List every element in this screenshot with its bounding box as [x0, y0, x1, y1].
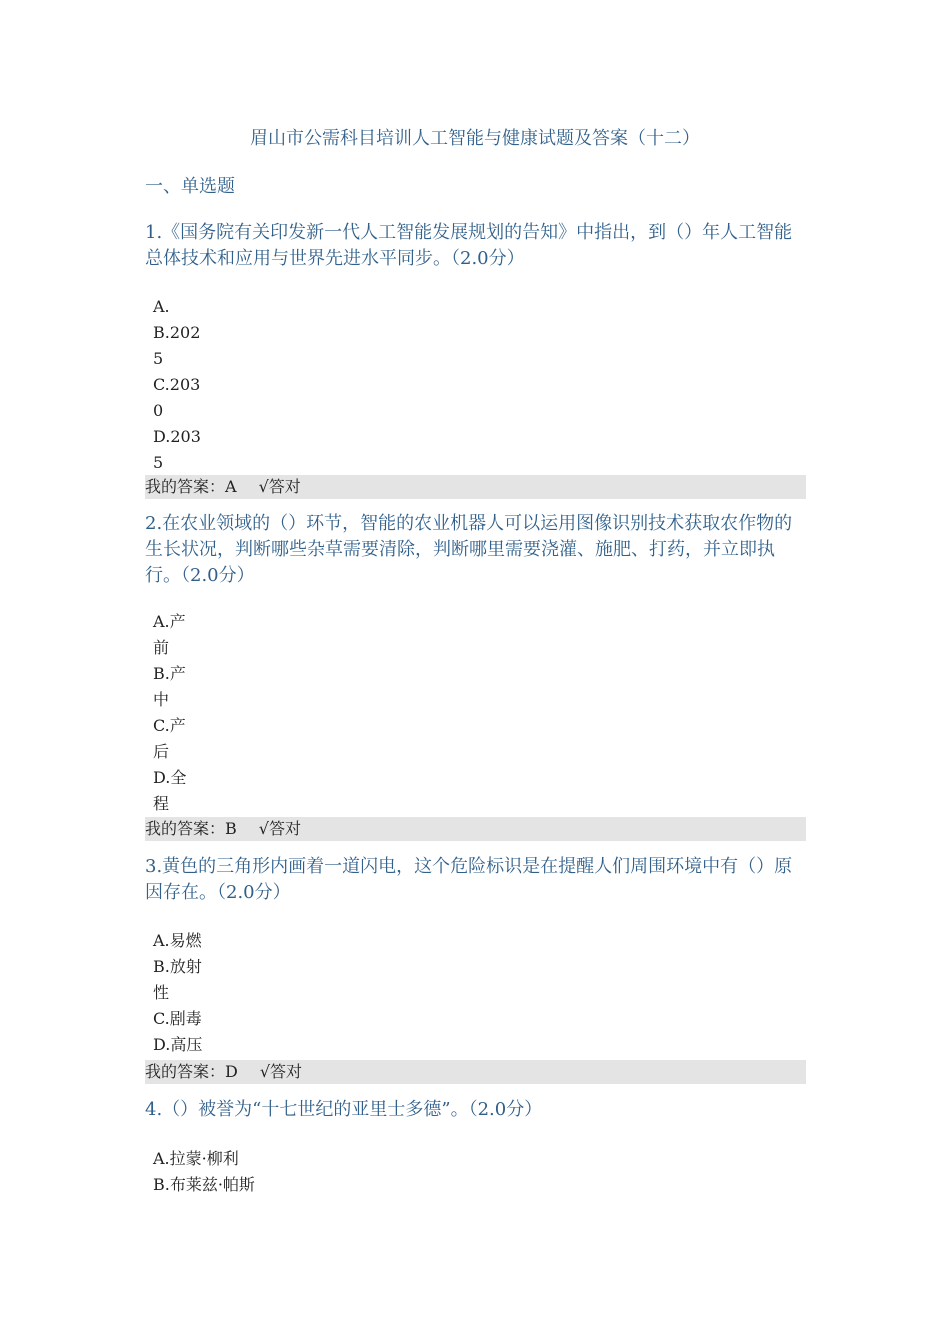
option-item[interactable]: B.放射 性: [153, 957, 202, 1002]
option-item[interactable]: A.拉蒙·柳利: [153, 1149, 239, 1168]
answer-result: √答对: [259, 1062, 303, 1081]
option-item[interactable]: B.布莱兹·帕斯: [153, 1175, 255, 1194]
option-item[interactable]: D.高压: [153, 1035, 203, 1054]
option-item[interactable]: A.易燃: [153, 931, 202, 950]
question-text: 4.（）被誉为“十七世纪的亚里士多德”。（2.0分）: [145, 1099, 543, 1120]
answer-label: 我的答案：A: [145, 477, 237, 496]
option-item[interactable]: B.202 5: [153, 323, 201, 368]
question-text: 2.在农业领域的（）环节，智能的农业机器人可以运用图像识别技术获取农作物的生长状况，判断哪些杂草需要清除，判断哪里需要浇灌、施肥、打药，并立即执行。（2.0分）: [145, 513, 793, 586]
options-list: [153, 928, 202, 1058]
answer-result: √答对: [258, 819, 301, 838]
section-heading: 一、单选题: [145, 176, 235, 197]
question-text: 1.《国务院有关印发新一代人工智能发展规划的告知》中指出，到（）年人工智能总体技术和应用与世界先进水平同步。（2.0分）: [145, 222, 793, 269]
answer-bar: [145, 817, 806, 841]
question-text: 3.黄色的三角形内画着一道闪电，这个危险标识是在提醒人们周围环境中有（）原因存在。（2.0分）: [145, 856, 793, 903]
option-item[interactable]: A.: [153, 297, 170, 316]
option-item[interactable]: D.203 5: [153, 427, 201, 472]
answer-bar: [145, 475, 806, 499]
option-item[interactable]: C.203 0: [153, 375, 201, 420]
options-list: [153, 294, 201, 476]
answer-label: 我的答案：D: [145, 1062, 238, 1081]
option-item[interactable]: C.剧毒: [153, 1009, 202, 1028]
answer-label: 我的答案：B: [145, 819, 237, 838]
document-title: 眉山市公需科目培训人工智能与健康试题及答案（十二）: [250, 128, 700, 149]
answer-bar: [145, 1060, 806, 1084]
option-item[interactable]: B.产 中: [153, 664, 186, 709]
option-item[interactable]: C.产 后: [153, 716, 186, 761]
options-list: [153, 609, 186, 817]
option-item[interactable]: D.全 程: [153, 768, 187, 813]
option-item[interactable]: A.产 前: [153, 612, 186, 657]
answer-result: √答对: [258, 477, 301, 496]
options-list: [153, 1146, 255, 1198]
